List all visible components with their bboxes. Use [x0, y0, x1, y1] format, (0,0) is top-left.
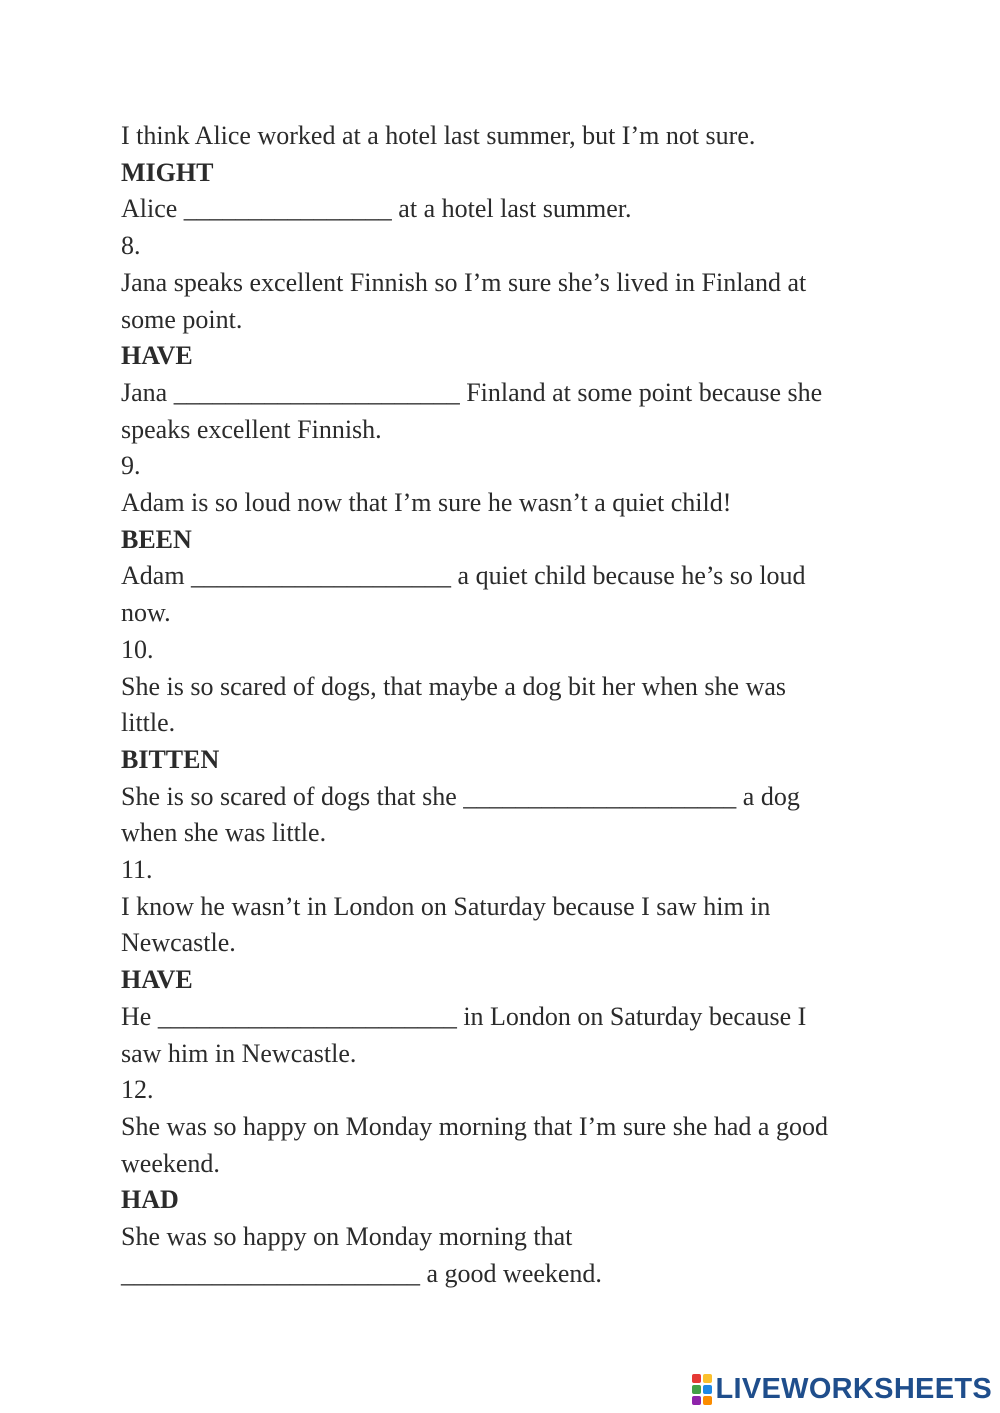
- liveworksheets-logo: [692, 1371, 993, 1407]
- exercise-8-sentence-cont: some point.: [121, 304, 243, 334]
- exercise-11-answer-line[interactable]: He _______________________ in London on Saturday because I: [121, 1001, 807, 1031]
- exercise-11-answer-cont: saw him in Newcastle.: [121, 1038, 357, 1068]
- exercise-8-answer-line[interactable]: Jana ______________________ Finland at some point because she: [121, 377, 823, 407]
- exercise-12-keyword: HAD: [121, 1185, 179, 1215]
- exercise-12-sentence: She was so happy on Monday morning that I’m sure she had a good: [121, 1111, 828, 1141]
- exercise-12-answer-line[interactable]: _______________________ a good weekend.: [121, 1258, 602, 1288]
- exercise-11-sentence-cont: Newcastle.: [121, 928, 236, 958]
- exercise-11-keyword: HAVE: [121, 965, 193, 995]
- exercise-11-number: 11.: [121, 855, 153, 885]
- exercise-7-sentence: I think Alice worked at a hotel last summer, but I’m not sure.: [121, 121, 756, 150]
- exercise-8-keyword: HAVE: [121, 341, 193, 371]
- exercise-8-answer-cont: speaks excellent Finnish.: [121, 414, 382, 444]
- exercise-9-number: 9.: [121, 451, 141, 481]
- exercise-8-sentence: Jana speaks excellent Finnish so I’m sure she’s lived in Finland at: [121, 267, 807, 297]
- exercise-12-sentence-cont: weekend.: [121, 1148, 220, 1178]
- exercise-10-number: 10.: [121, 634, 154, 664]
- exercise-10-keyword: BITTEN: [121, 744, 220, 774]
- exercise-12-number: 12.: [121, 1075, 154, 1105]
- worksheet-body: [121, 118, 881, 1293]
- exercise-8-number: 8.: [121, 231, 141, 261]
- exercise-7-answer-line[interactable]: Alice ________________ at a hotel last summer.: [121, 194, 632, 224]
- exercise-9-answer-line[interactable]: Adam ____________________ a quiet child because he’s so loud: [121, 561, 806, 591]
- exercise-9-sentence: Adam is so loud now that I’m sure he wasn’t a quiet child!: [121, 488, 732, 518]
- exercise-11-sentence: I know he wasn’t in London on Saturday because I saw him in: [121, 891, 771, 921]
- exercise-10-sentence: She is so scared of dogs, that maybe a dog bit her when she was: [121, 671, 787, 701]
- liveworksheets-logo-icon: [692, 1374, 712, 1405]
- exercise-10-answer-cont: when she was little.: [121, 818, 327, 848]
- exercise-9-keyword: BEEN: [121, 524, 192, 554]
- exercise-9-answer-cont: now.: [121, 598, 171, 628]
- exercise-10-sentence-cont: little.: [121, 708, 176, 738]
- exercise-7-keyword: MIGHT: [121, 157, 214, 187]
- exercise-12-answer-prefix: She was so happy on Monday morning that: [121, 1222, 573, 1252]
- exercise-10-answer-line[interactable]: She is so scared of dogs that she _____________________ a dog: [121, 781, 800, 811]
- liveworksheets-logo-text: LIVEWORKSHEETS: [715, 1372, 992, 1405]
